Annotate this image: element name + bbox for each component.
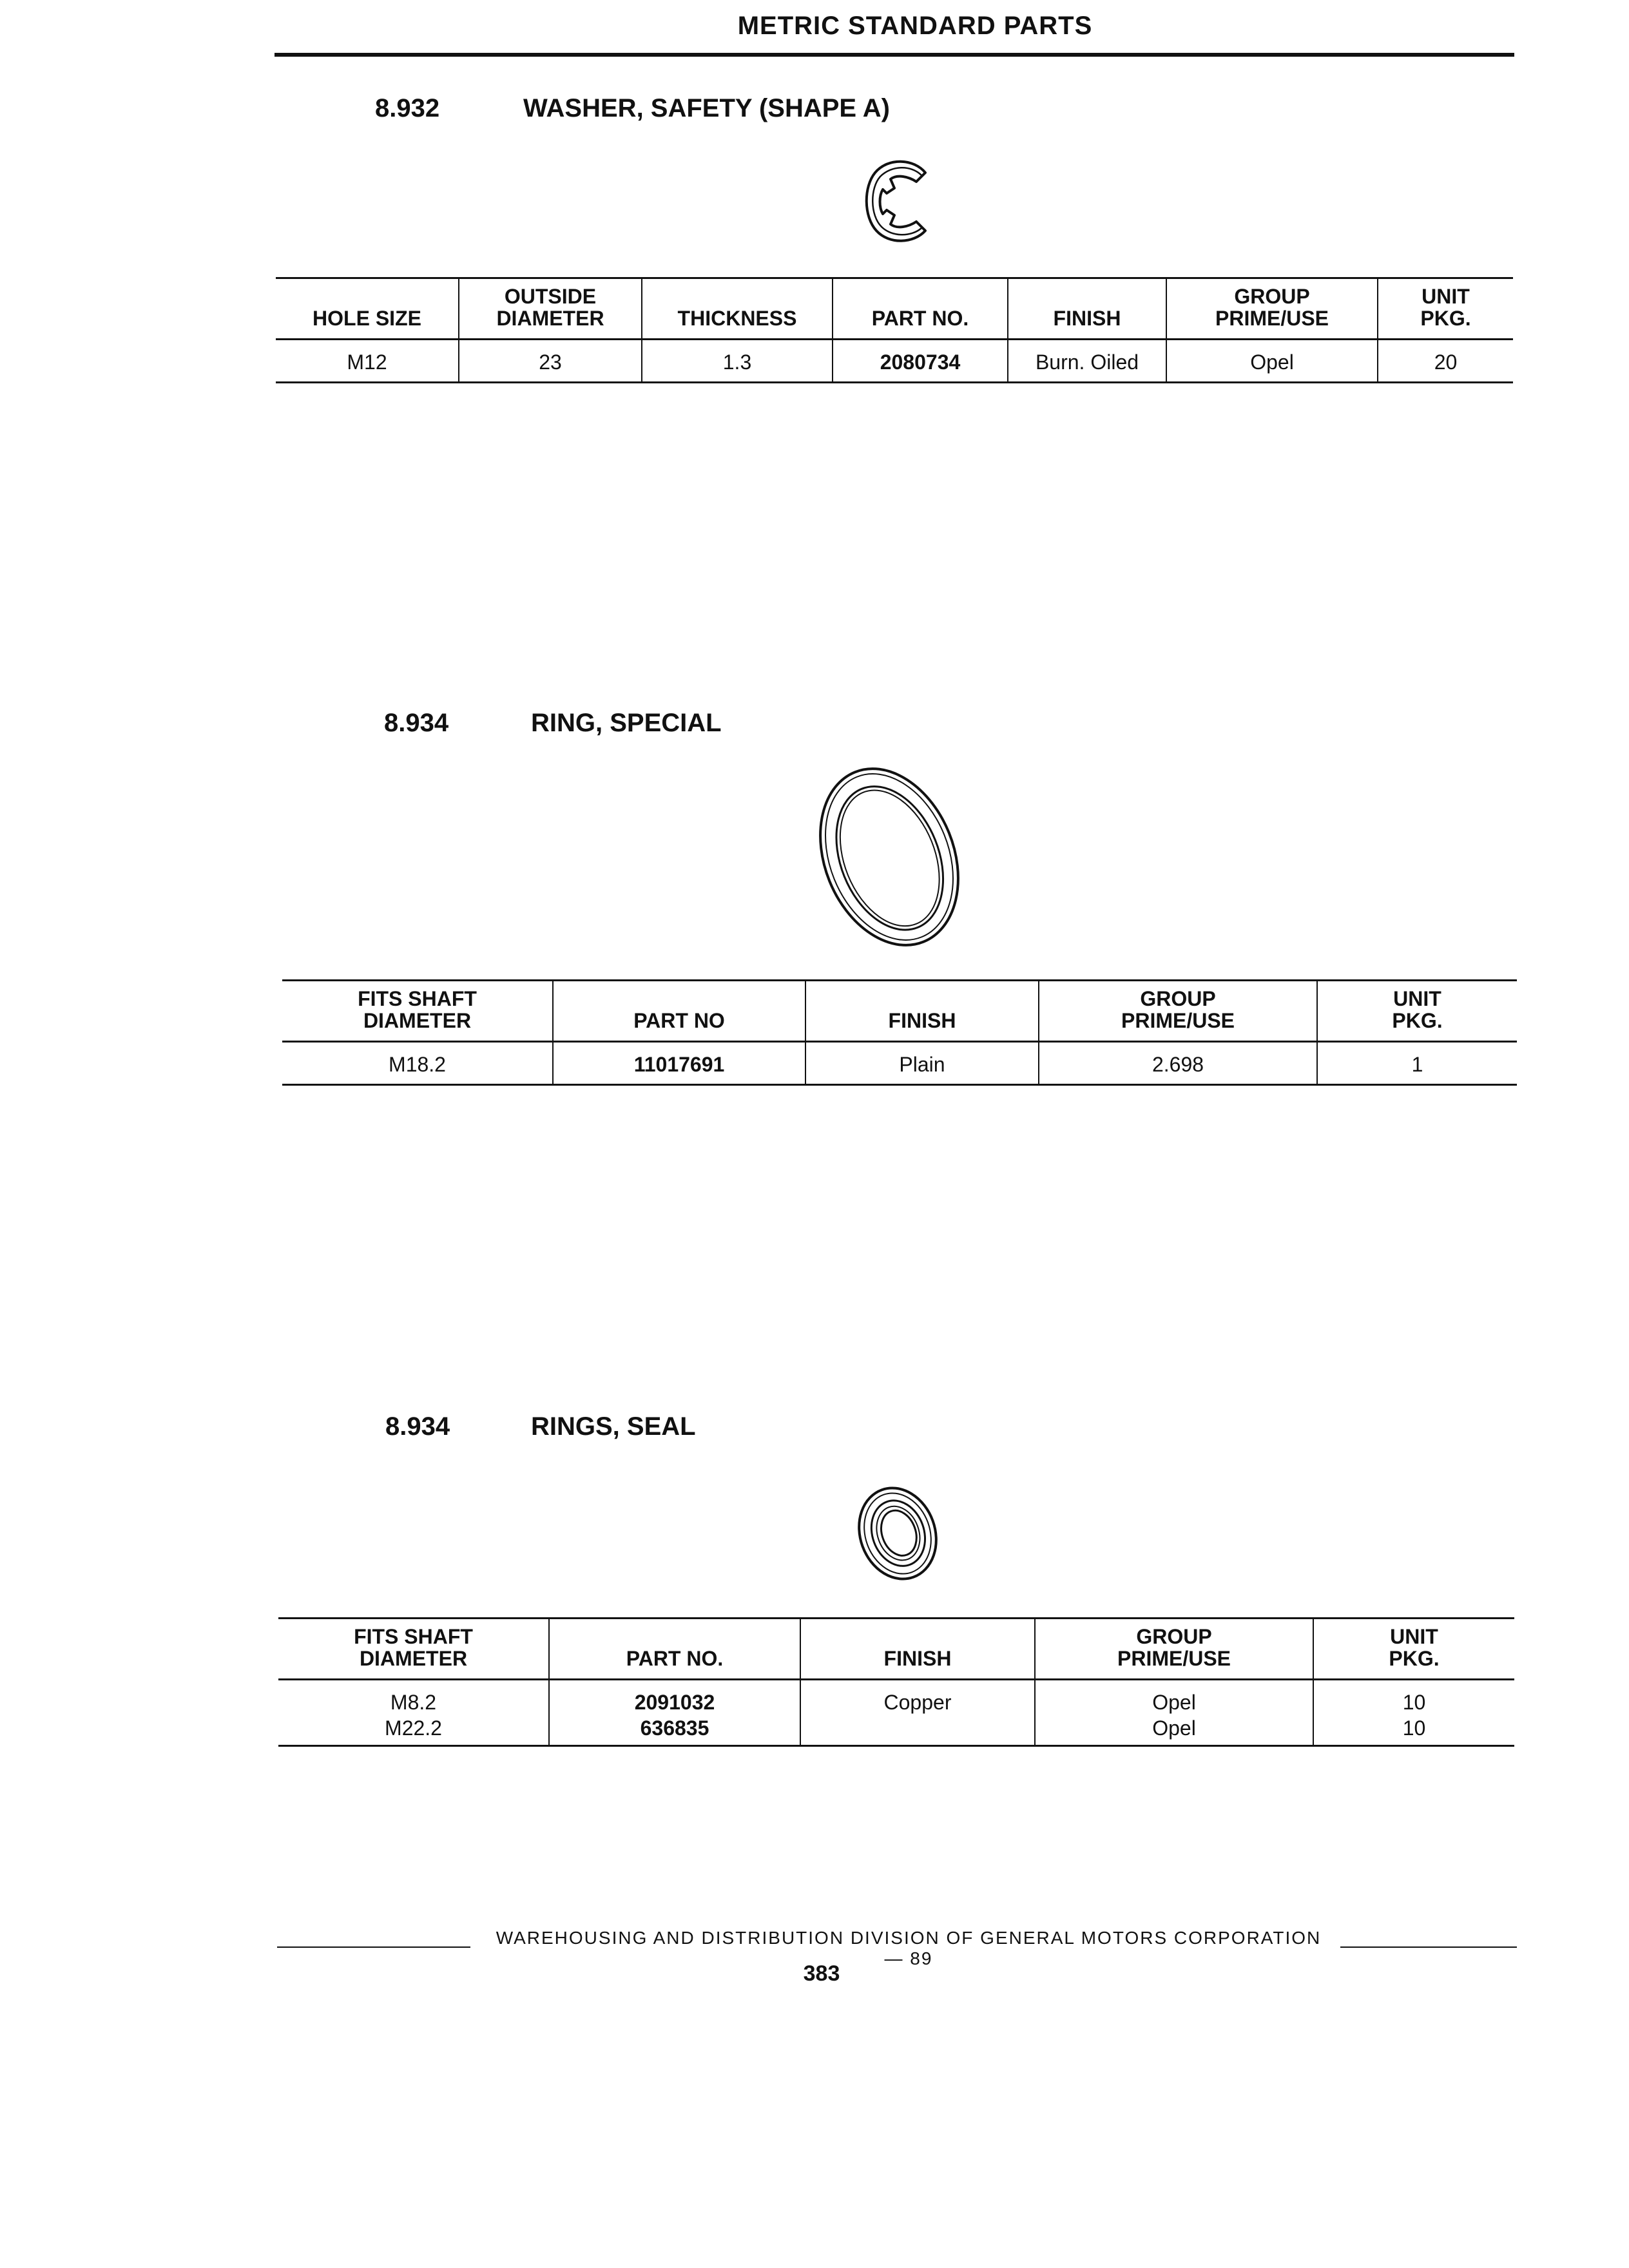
unit-pkg-cell: 20: [1378, 340, 1513, 383]
table-row: [276, 340, 1513, 383]
part-number-cell: 11017691: [553, 1042, 805, 1085]
column-header: GROUP PRIME/USE: [1039, 981, 1317, 1042]
hole-size-cell: M12: [276, 340, 459, 383]
footer-rule-right: [1340, 1946, 1517, 1948]
column-header: GROUP PRIME/USE: [1035, 1619, 1313, 1680]
column-header: PART NO.: [549, 1619, 800, 1680]
column-header: FINISH: [805, 981, 1039, 1042]
parts-table: [278, 1617, 1514, 1747]
table-header-row: [276, 278, 1513, 340]
column-header: OUTSIDE DIAMETER: [459, 278, 642, 340]
parts-table: [276, 277, 1513, 383]
table-row: [282, 1042, 1517, 1085]
table-header-row: [278, 1619, 1514, 1680]
column-header: PART NO: [553, 981, 805, 1042]
finish-cell: Plain: [805, 1042, 1039, 1085]
column-header: FITS SHAFT DIAMETER: [278, 1619, 549, 1680]
section-number: 8.932: [375, 94, 440, 122]
column-header: HOLE SIZE: [276, 278, 459, 340]
column-header: FINISH: [800, 1619, 1035, 1680]
section-title: RINGS, SEAL: [531, 1412, 696, 1441]
table-row: [278, 1680, 1514, 1742]
group-cell: Opel: [1166, 340, 1378, 383]
seal-ring-icon: [849, 1482, 946, 1585]
column-header: FITS SHAFT DIAMETER: [282, 981, 553, 1042]
table-bottom-rule: [278, 1741, 1514, 1746]
column-header: GROUP PRIME/USE: [1166, 278, 1378, 340]
shaft-diameter-cell: M8.2 M22.2: [385, 1691, 442, 1740]
finish-cell: Burn. Oiled: [1008, 340, 1166, 383]
page-title: METRIC STANDARD PARTS: [737, 12, 1093, 40]
section-title: WASHER, SAFETY (SHAPE A): [523, 94, 890, 122]
outside-diameter-cell: 23: [459, 340, 642, 383]
column-header: UNIT PKG.: [1378, 278, 1513, 340]
part-number-cell: 2080734: [833, 340, 1008, 383]
thickness-cell: 1.3: [642, 340, 833, 383]
special-ring-icon: [805, 760, 973, 954]
column-header: PART NO.: [833, 278, 1008, 340]
page-number: 383: [803, 1961, 840, 1986]
group-cell: 2.698: [1039, 1042, 1317, 1085]
finish-cell: Copper: [800, 1680, 1035, 1742]
footer-rule-left: [277, 1946, 470, 1948]
safety-washer-icon: [849, 147, 959, 256]
footer-text: WAREHOUSING AND DISTRIBUTION DIVISION OF GENERAL MOTORS CORPORATION — 89: [496, 1928, 1322, 1968]
unit-pkg-cell: 10 10: [1313, 1680, 1514, 1742]
section-title: RING, SPECIAL: [531, 709, 722, 737]
column-header: UNIT PKG.: [1317, 981, 1517, 1042]
group-cell: Opel Opel: [1035, 1680, 1313, 1742]
parts-table: [282, 979, 1517, 1086]
unit-pkg-cell: 1: [1317, 1042, 1517, 1085]
shaft-diameter-cell: M18.2: [282, 1042, 553, 1085]
section-number: 8.934: [384, 709, 449, 737]
column-header: FINISH: [1008, 278, 1166, 340]
table-header-row: [282, 981, 1517, 1042]
part-number-cell: 2091032 636835: [549, 1680, 800, 1742]
column-header: UNIT PKG.: [1313, 1619, 1514, 1680]
column-header: THICKNESS: [642, 278, 833, 340]
title-rule: [275, 53, 1514, 57]
section-number: 8.934: [385, 1412, 450, 1441]
